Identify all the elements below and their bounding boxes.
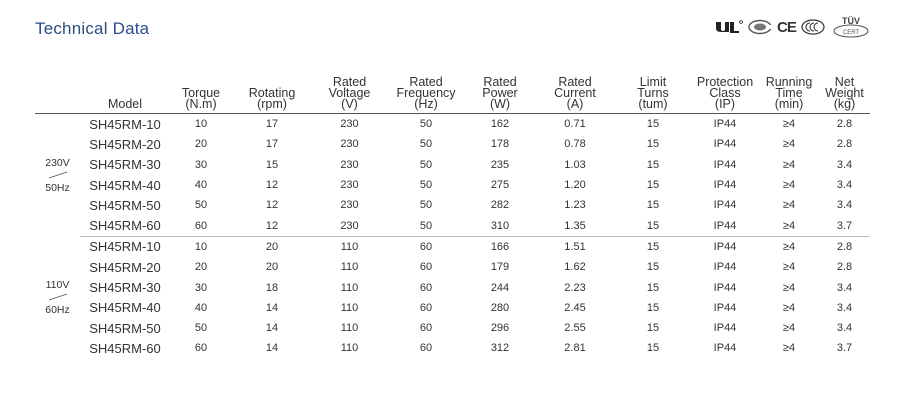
cell-model: SH45RM-10 (89, 239, 161, 255)
cell-rated-power: 280 (490, 301, 510, 314)
voltage-frequency-label (35, 236, 80, 358)
cell-rated-power: 312 (490, 342, 510, 355)
cell-torque: 10 (194, 118, 208, 131)
header-line: Rotating (248, 86, 296, 100)
header-line: Weight (825, 86, 864, 100)
cell-running-time: ≥4 (782, 301, 796, 314)
cell-rated-power: 178 (490, 138, 510, 151)
header-rated-current (535, 72, 615, 114)
header-net-weight (819, 72, 870, 114)
cell-rated-power: 310 (465, 215, 535, 236)
cell-rated-voltage: 110 (340, 281, 359, 294)
cell-running-time: ≥4 (759, 215, 819, 236)
cell-rated-voltage: 110 (340, 301, 359, 314)
cell-protection-class: IP44 (713, 158, 737, 171)
voltage-label: 230V (45, 156, 70, 169)
header-line: (A) (566, 97, 584, 111)
cell-limit-turns: 15 (646, 179, 660, 192)
cell-limit-turns: 15 (646, 158, 660, 171)
header-limit-turns (615, 72, 691, 114)
cell-protection-class: IP44 (713, 301, 737, 314)
header-rated-voltage (312, 72, 387, 114)
cell-rated-frequency: 50 (419, 138, 433, 151)
cell-running-time: ≥4 (782, 158, 796, 171)
cell-rated-voltage: 230 (312, 215, 387, 236)
cell-protection-class: IP44 (713, 261, 737, 274)
cell-limit-turns: 15 (646, 240, 660, 253)
cell-limit-turns: 15 (646, 261, 660, 274)
cell-rated-current: 1.23 (564, 199, 586, 212)
cell-net-weight: 3.4 (836, 179, 853, 192)
cell-running-time: ≥4 (782, 199, 796, 212)
cell-model: SH45RM-60 (89, 340, 161, 356)
cell-rotating: 17 (265, 138, 279, 151)
cell-rated-power: 296 (490, 322, 510, 335)
cell-rated-power: 244 (490, 281, 510, 294)
cell-rated-current: 2.45 (564, 301, 586, 314)
header-line: Voltage (328, 86, 371, 100)
table-row (35, 175, 870, 195)
header-line: Power (482, 86, 518, 100)
header-line: Class (709, 86, 741, 100)
cell-net-weight: 3.7 (819, 215, 870, 236)
cell-rated-power: 179 (490, 261, 510, 274)
cell-rated-voltage: 230 (340, 118, 359, 131)
header-line: Torque (181, 86, 221, 100)
header-protection-class (691, 72, 759, 114)
table-row (35, 215, 870, 236)
cell-rotating: 14 (265, 301, 279, 314)
cell-rated-current: 2.23 (564, 281, 586, 294)
header-line: (Hz) (414, 97, 438, 111)
cell-rotating: 12 (232, 215, 312, 236)
cell-net-weight: 3.4 (836, 199, 853, 212)
cell-running-time: ≥4 (782, 138, 796, 151)
cell-rated-voltage: 110 (340, 240, 359, 253)
header-line: Net (834, 75, 855, 89)
cell-rated-voltage: 230 (340, 158, 359, 171)
cell-torque: 40 (194, 179, 208, 192)
cell-rated-power: 162 (490, 118, 510, 131)
table-row (35, 277, 870, 297)
cell-protection-class: IP44 (713, 342, 737, 355)
cell-rated-frequency: 50 (419, 179, 433, 192)
cell-rated-voltage: 230 (340, 138, 359, 151)
cell-rated-frequency: 50 (419, 118, 433, 131)
cell-net-weight: 3.4 (836, 158, 853, 171)
cell-rotating: 12 (265, 199, 279, 212)
header-line: (V) (341, 97, 358, 111)
table-row (35, 257, 870, 277)
slash-divider-icon (46, 293, 70, 301)
cell-rated-voltage: 110 (340, 342, 359, 355)
cell-rated-current: 2.55 (564, 322, 586, 335)
voltage-group-header (35, 72, 80, 114)
table-row (35, 318, 870, 338)
header-line: Rated (558, 75, 592, 89)
header-line: Frequency (396, 86, 456, 100)
cell-running-time: ≥4 (782, 118, 796, 131)
cell-rotating: 20 (265, 240, 279, 253)
ce-mark-icon: CE (777, 18, 796, 36)
header-line: Running (765, 75, 813, 89)
header-model: Model (80, 72, 170, 114)
cell-limit-turns: 15 (646, 138, 660, 151)
header-line: Turns (637, 86, 669, 100)
cell-rated-current: 0.78 (564, 138, 586, 151)
cell-rated-voltage: 230 (340, 179, 359, 192)
cell-running-time: ≥4 (782, 322, 796, 335)
header-line: (min) (774, 97, 804, 111)
cell-rotating: 15 (265, 158, 279, 171)
cell-torque: 60 (194, 342, 208, 355)
cell-rated-power: 275 (490, 179, 510, 192)
cell-model: SH45RM-50 (89, 320, 161, 336)
cell-rated-frequency: 60 (419, 240, 433, 253)
table-header (35, 72, 870, 114)
table-body (35, 114, 870, 359)
cell-rotating: 14 (265, 322, 279, 335)
cell-model: SH45RM-10 (89, 116, 161, 132)
ul-mark-icon (715, 19, 743, 35)
cell-model: SH45RM-20 (89, 259, 161, 275)
cell-model: SH45RM-40 (89, 300, 161, 316)
cell-limit-turns: 15 (646, 301, 660, 314)
cell-limit-turns: 15 (615, 215, 691, 236)
header-rated-power (465, 72, 535, 114)
cell-rated-frequency: 50 (419, 199, 433, 212)
cell-running-time: ≥4 (782, 281, 796, 294)
slash-divider-icon (46, 171, 70, 179)
cell-rated-current: 0.71 (564, 118, 586, 131)
cell-net-weight: 2.8 (836, 118, 853, 131)
header-rated-frequency (387, 72, 465, 114)
header-line: Rated (409, 75, 443, 89)
cell-rated-power: 235 (490, 158, 510, 171)
cell-running-time: ≥4 (782, 240, 796, 253)
cell-torque: 50 (194, 199, 208, 212)
cell-rotating: 17 (265, 118, 279, 131)
cell-net-weight: 3.4 (836, 322, 853, 335)
cell-model: SH45RM-60 (80, 215, 170, 236)
cell-net-weight: 3.4 (836, 301, 853, 314)
cell-rated-voltage: 110 (340, 322, 359, 335)
cell-rated-frequency: 50 (387, 215, 465, 236)
cell-limit-turns: 15 (646, 322, 660, 335)
cell-limit-turns: 15 (646, 281, 660, 294)
cell-rated-frequency: 50 (419, 158, 433, 171)
cell-limit-turns: 15 (646, 118, 660, 131)
voltage-frequency-label (35, 114, 80, 237)
header-line: (rpm) (257, 97, 287, 111)
cell-net-weight: 3.7 (836, 342, 853, 355)
header-line: (kg) (833, 97, 856, 111)
cell-rated-frequency: 60 (419, 261, 433, 274)
header-line: Protection (696, 75, 754, 89)
cell-rated-frequency: 60 (419, 342, 433, 355)
header-line: (N.m) (185, 97, 217, 111)
cell-torque: 30 (194, 281, 208, 294)
cell-rated-current: 2.81 (564, 342, 586, 355)
header-line: Rated (483, 75, 517, 89)
header-running-time (759, 72, 819, 114)
header-line: Time (775, 86, 803, 100)
cell-rated-power: 166 (490, 240, 510, 253)
cell-limit-turns: 15 (646, 199, 660, 212)
table-row (35, 236, 870, 257)
cell-model: SH45RM-20 (89, 136, 161, 152)
certification-logos (715, 15, 872, 39)
svg-text:CERT: CERT (842, 30, 859, 36)
cell-protection-class: IP44 (713, 240, 737, 253)
ccc-mark-icon (747, 19, 773, 35)
cell-protection-class: IP44 (713, 118, 737, 131)
frequency-label: 60Hz (45, 303, 70, 316)
ccc-circle-mark-icon (800, 19, 826, 35)
cell-rotating: 20 (265, 261, 279, 274)
cell-protection-class: IP44 (713, 199, 737, 212)
cell-net-weight: 2.8 (836, 261, 853, 274)
cell-torque: 10 (194, 240, 208, 253)
cell-rated-current: 1.20 (564, 179, 586, 192)
cell-torque: 60 (170, 215, 232, 236)
cell-net-weight: 2.8 (836, 240, 853, 253)
cell-rotating: 14 (265, 342, 279, 355)
cell-rated-voltage: 110 (340, 261, 359, 274)
header-line: Rated (332, 75, 367, 89)
cell-net-weight: 3.4 (836, 281, 853, 294)
cell-rated-current: 1.51 (564, 240, 586, 253)
cell-running-time: ≥4 (782, 179, 796, 192)
cell-protection-class: IP44 (713, 179, 737, 192)
cell-model: SH45RM-50 (89, 197, 161, 213)
cell-torque: 40 (194, 301, 208, 314)
cell-torque: 20 (194, 138, 208, 151)
cell-model: SH45RM-30 (89, 157, 161, 173)
cell-rated-frequency: 60 (419, 281, 433, 294)
cell-rated-current: 1.62 (564, 261, 586, 274)
page-title: Technical Data (35, 19, 150, 38)
cell-model: SH45RM-40 (89, 177, 161, 193)
cell-model: SH45RM-30 (89, 280, 161, 296)
header-torque (170, 72, 232, 114)
technical-data-table (35, 72, 870, 359)
svg-text:TÜV: TÜV (841, 16, 860, 26)
cell-rated-current: 1.35 (535, 215, 615, 236)
header-line: (W) (489, 97, 511, 111)
cell-torque: 30 (194, 158, 208, 171)
cell-protection-class: IP44 (713, 138, 737, 151)
cell-torque: 20 (194, 261, 208, 274)
cell-limit-turns: 15 (646, 342, 660, 355)
header-line: (tum) (638, 97, 668, 111)
cell-rated-current: 1.03 (564, 158, 586, 171)
cell-rated-voltage: 230 (340, 199, 359, 212)
tuv-mark-icon (830, 15, 872, 39)
table-row (35, 114, 870, 135)
table-row (35, 338, 870, 358)
header-rotating (232, 72, 312, 114)
table-row (35, 298, 870, 318)
cell-rotating: 12 (265, 179, 279, 192)
header-line: Limit (639, 75, 667, 89)
cell-rated-frequency: 60 (419, 322, 433, 335)
cell-rated-power: 282 (490, 199, 510, 212)
table-row (35, 134, 870, 154)
cell-running-time: ≥4 (782, 261, 796, 274)
table-row (35, 155, 870, 175)
cell-running-time: ≥4 (782, 342, 796, 355)
frequency-label: 50Hz (45, 181, 70, 194)
cell-protection-class: IP44 (713, 322, 737, 335)
voltage-label: 110V (45, 278, 70, 291)
cell-torque: 50 (194, 322, 208, 335)
table-row (35, 195, 870, 215)
header-line: Current (554, 86, 596, 100)
cell-rotating: 18 (265, 281, 279, 294)
cell-protection-class: IP44 (691, 215, 759, 236)
cell-rated-frequency: 60 (419, 301, 433, 314)
header-line: (IP) (714, 97, 736, 111)
cell-protection-class: IP44 (713, 281, 737, 294)
cell-net-weight: 2.8 (836, 138, 853, 151)
